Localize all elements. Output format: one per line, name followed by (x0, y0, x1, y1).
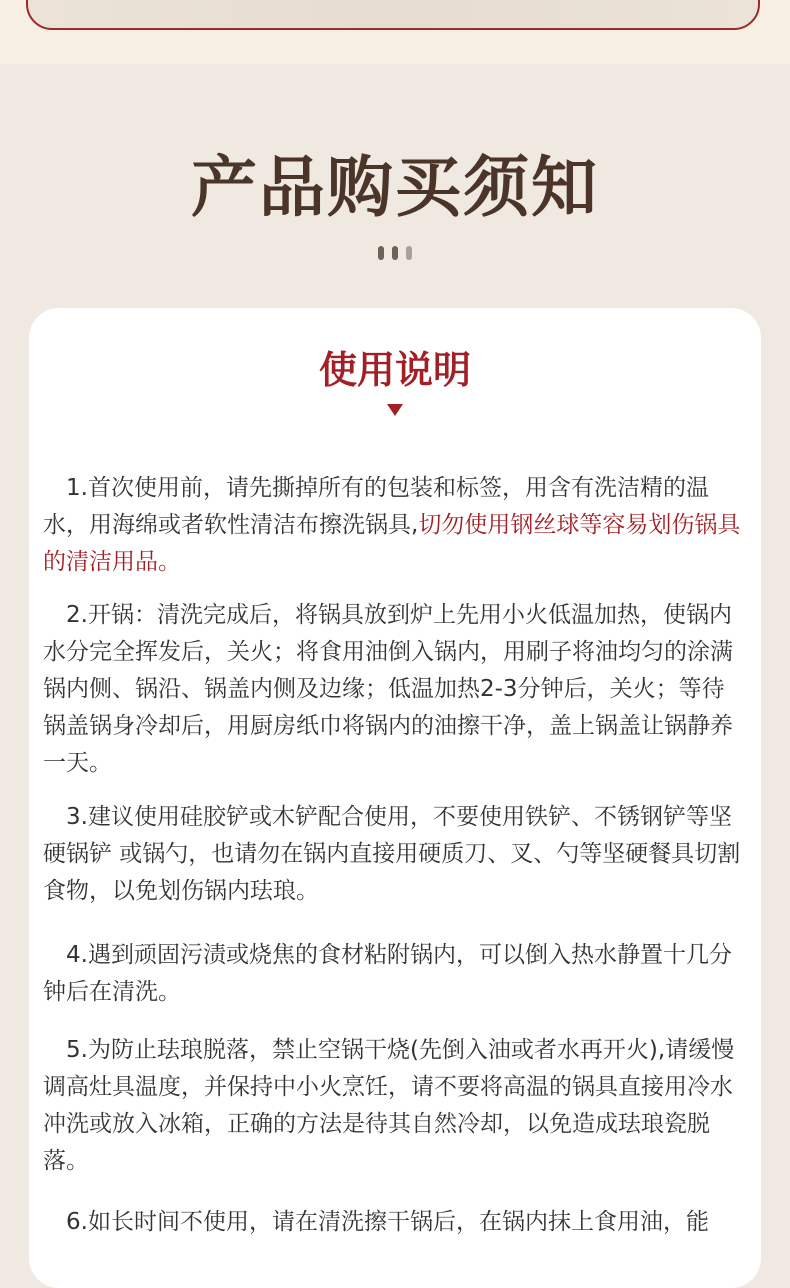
divider-dot (406, 246, 412, 260)
top-image-frame (26, 0, 760, 30)
card-title: 使用说明 (318, 348, 471, 392)
instruction-text: 1.首次使用前，请先撕掉所有的包装和标签，用含有洗洁精的温水，用海绵或者软性清洁布擦洗锅具, (43, 475, 709, 538)
instruction-paragraph: 2.开锅：清洗完成后，将锅具放到炉上先用小火低温加热，使锅内水分完全挥发后，关火；将食用油倒入锅内，用刷子将油均匀的涂满锅内侧、锅沿、锅盖内侧及边缘；低温加热2-3分钟后，关火；等待锅盖锅身冷却后，用厨房纸巾将锅内的油擦干净，盖上锅盖让锅静养一天。 (43, 602, 733, 776)
instructions-card (29, 308, 761, 1288)
instruction-paragraph: 6.如长时间不使用，请在清洗擦干锅后，在锅内抹上食用油，能 (66, 1209, 709, 1235)
section-divider-dots (0, 246, 790, 260)
down-arrow-icon (387, 404, 403, 416)
instruction-paragraph: 3.建议使用硅胶铲或木铲配合使用，不要使用铁铲、不锈钢铲等坚硬锅铲 或锅勺，也请勿在锅内直接用硬质刀、叉、勺等坚硬餐具切割食物，以免划伤锅内珐琅。 (43, 804, 741, 904)
divider-dot (392, 246, 398, 260)
top-banner-band (0, 0, 790, 64)
instruction-paragraph: 5.为防止珐琅脱落，禁止空锅干烧(先倒入油或者水再开火),请缓慢调高灶具温度，并保持中小火烹饪，请不要将高温的锅具直接用冷水 冲洗或放入冰箱，正确的方法是待其自然冷却，以免造成珐琅瓷脱落。 (43, 1037, 735, 1174)
instruction-paragraph: 4.遇到顽固污渍或烧焦的食材粘附锅内，可以倒入热水静置十几分钟后在清洗。 (43, 942, 732, 1005)
instruction-paragraph (43, 470, 743, 581)
divider-dot (378, 246, 384, 260)
page-title: 产品购买须知 (191, 149, 599, 226)
instruction-warning: 切勿使用钢丝球等容易划伤锅具的清洁用品。 (43, 512, 741, 575)
